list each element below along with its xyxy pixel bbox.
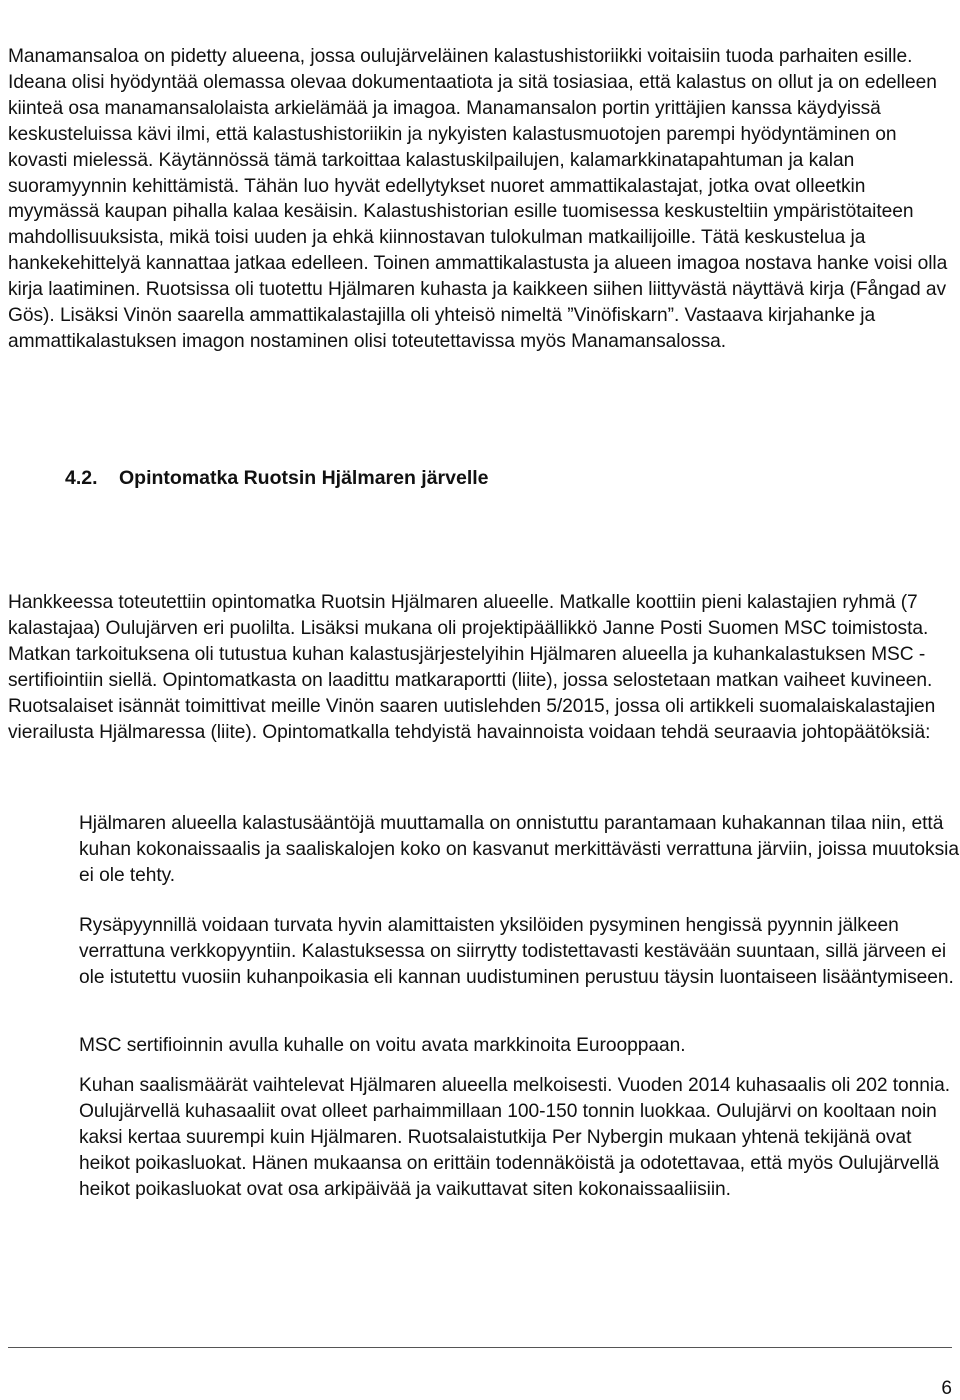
conclusion-paragraph: Rysäpyynnillä voidaan turvata hyvin alamittaisten yksilöiden pysyminen hengissä pyynnin jälkeen verrattuna verkkopyyntiin. Kalastuksessa on siirrytty todistettavasti kestävään suuntaan, sillä järveen ei ole istutettu vuosiin kuhanpoikasia eli kannan uudistuminen perustuu täysin luontaiseen lisääntymiseen. [79,915,954,988]
conclusion-paragraph: Kuhan saalismäärät vaihtelevat Hjälmaren alueella melkoisesti. Vuoden 2014 kuhasaalis oli 202 tonnia. Oulujärvellä kuhasaaliit ovat olleet parhaimmillaan 100-150 tonnin luokkaa. Oulujärvi on kooltaan noin kaksi kertaa suurempi kuin Hjälmaren. Ruotsalaistutkija Per Nybergin mukaan yhtenä tekijänä ovat heikot poikasluokat. Hänen mukaansa on erittäin todennäköistä ja odotettavaa, että myös Oulujärvellä heikot poikasluokat ovat osa arkipäivää ja vaikuttavat siten kokonaissaaliisiin. [79,1075,950,1200]
study-trip-paragraph: Hankkeessa toteutettiin opintomatka Ruotsin Hjälmaren alueelle. Matkalle koottiin pieni kalastajien ryhmä (7 kalastajaa) Oulujärven eri puolilta. Lisäksi mukana oli projektipäällikkö Janne Posti Suomen MSC toimistosta. Matkan tarkoituksena oli tutustua kuhan kalastusjärjestelyihin Hjälmaren alueella ja kuhankalastuksen MSC -sertifiointiin siellä. Opintomatkasta on laadittu matkaraportti (liite), jossa selostetaan matkan vaiheet kuvineen. Ruotsalaiset isännät toimittivat meille Vinön saaren uutislehden 5/2015, jossa oli artikkeli suomalaiskalastajien vierailusta Hjälmaressa (liite). Opintomatkalla tehdyistä havainnoista voidaan tehdä seuraavia johtopäätöksiä: [8,592,936,743]
intro-paragraph: Manamansaloa on pidetty alueena, jossa oulujärveläinen kalastushistoriikki voitaisiin tuoda parhaiten esille. Ideana olisi hyödyntää olemassa olevaa dokumentaatiota ja sitä tosiasiaa, että kalastus on ollut ja on edelleen kiinteä osa manamansalolaista arkielämää ja imagoa. Manamansalon portin yrittäjien kanssa käydyissä keskusteluissa kävi ilmi, että kalastushistoriikin ja nykyisten kalastusmuotojen parempi hyödyntäminen on kovasti mielessä. Käytännössä tämä tarkoittaa kalastuskilpailujen, kalamarkkinatapahtuman ja kalan suoramyynnin kehittämistä. Tähän luo hyvät edellytykset nuoret ammattikalastajat, jotka ovat olleetkin myymässä kaupan pihalla kalaa kesäisin. Kalastushistorian esille tuomisessa keskusteltiin ympäristötaiteen mahdollisuuksista, mikä toisi uuden ja ehkä kiinnostavan tulokulman matkailijoille. Tätä keskustelua ja hankekehittelyä kannattaa jatkaa edelleen. Toinen ammattikalastusta ja alueen imagoa nostava hanke voisi olla kirja laatiminen. Ruotsissa oli tuotettu Hjälmaren kuhasta ja kaikkeen siihen liittyvästä näyttävä kirja (Fångad av Gös). Lisäksi Vinön saarella ammattikalastajilla oli yhteisö nimeltä ”Vinöfiskarn”. Vastaava kirjahanke ja ammattikalastuksen imagon nostaminen olisi toteutettavissa myös Manamansalossa. [8,46,948,352]
section-title: Opintomatka Ruotsin Hjälmaren järvelle [119,467,489,489]
footer-divider [8,1347,952,1348]
conclusion-paragraph: Hjälmaren alueella kalastusääntöjä muuttamalla on onnistuttu parantamaan kuhakannan tilaa niin, että kuhan kokonaissaalis ja saaliskalojen koko on kasvanut merkittävästi verrattuna järviin, joissa muutoksia ei ole tehty. [79,813,959,886]
page-number: 6 [941,1378,952,1399]
section-number: 4.2. [65,467,98,489]
section-heading [65,465,489,491]
conclusion-paragraph: MSC sertifioinnin avulla kuhalle on voitu avata markkinoita Eurooppaan. [79,1035,686,1056]
